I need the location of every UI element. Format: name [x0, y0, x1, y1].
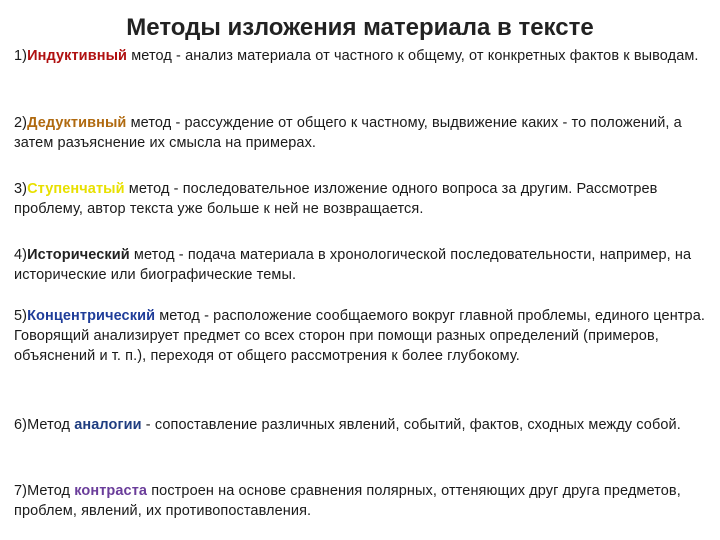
keyword-analogy: аналогии	[74, 417, 142, 433]
keyword-deductive: Дедуктивный	[27, 115, 127, 131]
keyword-concentric: Концентрический	[27, 308, 156, 324]
item-text: метод - рассуждение от общего к частному, выдвижение каких - то положений, а затем разъяснение их смысла на примерах.	[14, 115, 682, 151]
item-text: метод - подача материала в хронологической последовательности, например, на исторические или биографические темы.	[14, 247, 692, 283]
list-item-inductive	[14, 46, 710, 66]
keyword-inductive: Индуктивный	[27, 48, 128, 64]
keyword-stepwise: Ступенчатый	[27, 181, 125, 197]
list-item-analogy	[14, 415, 710, 435]
keyword-contrast: контраста	[74, 483, 148, 499]
item-text: построен на основе сравнения полярных, оттеняющих друг друга предметов, проблем, явлений, их противопоставления.	[14, 483, 681, 519]
item-text: метод - расположение сообщаемого вокруг главной проблемы, единого центра. Говорящий анализирует предмет со всех сторон при помощи разных определений (примеров, объяснений и т. п.), переходя от общего рассмотрения к более глубокому.	[14, 308, 705, 364]
list-item-deductive	[14, 113, 710, 153]
item-number: 2)	[14, 115, 28, 131]
item-text: метод - последовательное изложение одного вопроса за другим. Рассмотрев проблему, автор текста уже больше к ней не возвращается.	[14, 181, 658, 217]
item-number: 4)	[14, 247, 28, 263]
item-number: 7)Метод	[14, 483, 75, 499]
list-item-stepwise	[14, 179, 710, 219]
page-title: Методы изложения материала в тексте	[126, 14, 594, 41]
item-number: 5)	[14, 308, 28, 324]
item-text: метод - анализ материала от частного к общему, от конкретных фактов к выводам.	[127, 48, 699, 64]
item-text: - сопоставление различных явлений, событий, фактов, сходных между собой.	[141, 417, 681, 433]
item-number: 6)Метод	[14, 417, 75, 433]
list-item-contrast	[14, 481, 710, 521]
item-number: 1)	[14, 48, 28, 64]
item-number: 3)	[14, 181, 28, 197]
keyword-historical: Исторический	[27, 247, 130, 263]
list-item-concentric	[14, 306, 710, 366]
list-item-historical	[14, 245, 710, 285]
